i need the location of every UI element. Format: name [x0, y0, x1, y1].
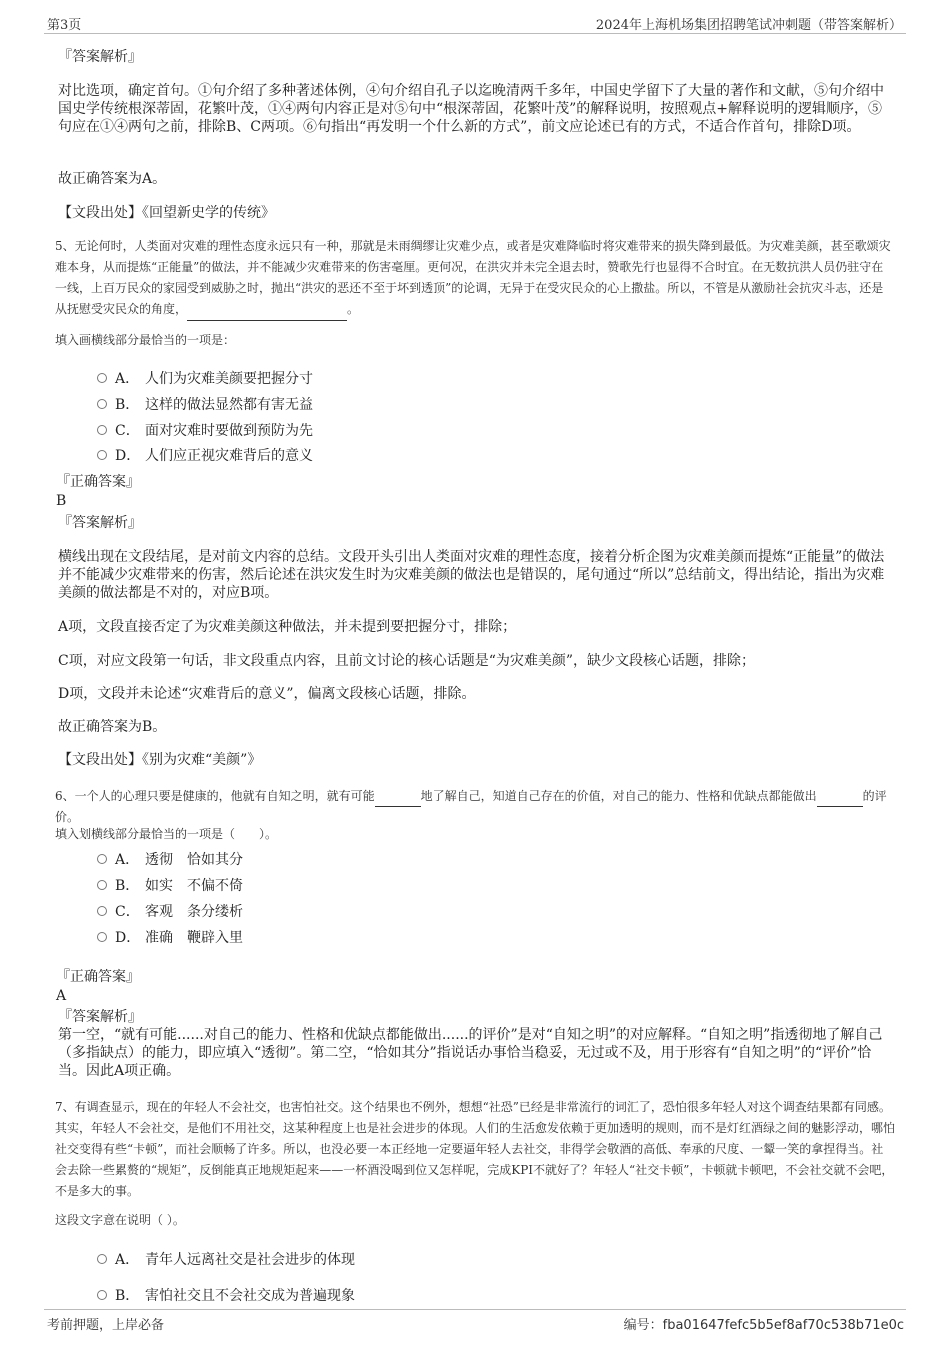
- q5-analysis-text: 横线出现在文段结尾，是对前文内容的总结。文段开头引出人类面对灾难的理性态度，接着分析企图为灾难美颜而提炼“正能量”的做法并不能减少灾难带来的伤害，然后论述在洪灾发生时为灾难美颜的做法也是错误的，尾句通过“所以”总结前文，得出结论，指出为灾难美颜的做法都是不对的，对应B项。: [58, 549, 885, 601]
- option-letter: C．: [115, 904, 140, 920]
- radio-icon[interactable]: [97, 450, 107, 460]
- option-letter: A．: [115, 1252, 140, 1268]
- radio-icon[interactable]: [97, 854, 107, 864]
- option-letter: C．: [115, 423, 140, 439]
- option-word-2: 条分缕析: [187, 904, 243, 920]
- q6-prompt: 填入划横线部分最恰当的一项是（ ）。: [55, 827, 278, 841]
- option-text: 面对灾难时要做到预防为先: [145, 423, 313, 439]
- q6-option-b[interactable]: [97, 875, 243, 895]
- q6-analysis-label: 『答案解析』: [58, 1009, 142, 1025]
- q5-answer: B: [56, 493, 67, 509]
- q5-analysis-c: C项，对应文段第一句话，非文段重点内容，且前文讨论的核心话题是“为灾难美颜”，缺少文段核心话题，排除；: [58, 653, 756, 669]
- option-word-2: 不偏不倚: [187, 878, 243, 894]
- q5-option-c[interactable]: [97, 420, 313, 440]
- q7-option-b[interactable]: [97, 1285, 355, 1305]
- q6-option-a[interactable]: [97, 849, 243, 869]
- option-letter: D．: [115, 930, 141, 946]
- footer-slogan: 考前押题，上岸必备: [47, 1318, 165, 1333]
- radio-icon[interactable]: [97, 906, 107, 916]
- radio-icon[interactable]: [97, 880, 107, 890]
- option-letter: A．: [115, 852, 140, 868]
- q6-answer: A: [56, 988, 67, 1004]
- q5-option-b[interactable]: [97, 394, 313, 414]
- option-word-1: 透彻: [145, 852, 173, 868]
- document-title: 2024年上海机场集团招聘笔试冲刺题（带答案解析）: [595, 18, 902, 33]
- q5-answer-label: 『正确答案』: [56, 474, 140, 490]
- option-word-1: 准确: [145, 930, 173, 946]
- q6-blank-2: [817, 786, 863, 807]
- option-letter: D．: [115, 448, 141, 464]
- q4-source: 【文段出处】《回望新史学的传统》: [58, 205, 275, 221]
- q6-stem-c: 的评价。: [55, 789, 887, 824]
- q6-analysis-text: 第一空，“就有可能......对自己的能力、性格和优缺点都能做出......的评价”是对“自知之明”的对应解释。“自知之明”指透彻地了解自己（多指缺点）的能力，即应填入“透彻”。第二空，“恰如其分”指说话办事恰当稳妥，无过或不及，用于形容有“自知之明”的“评价”恰当。因此A项正确。: [58, 1027, 883, 1079]
- q6-blank-1: [375, 786, 421, 807]
- option-word-1: 如实: [145, 878, 173, 894]
- q5-analysis-a: A项，文段直接否定了为灾难美颜这种做法，并未提到要把握分寸，排除；: [58, 619, 517, 635]
- header-divider: [44, 33, 906, 34]
- option-word-1: 客观: [145, 904, 173, 920]
- q5-stem-text: 5、无论何时，人类面对灾难的理性态度永远只有一种，那就是未雨绸缪让灾难少点，或者是灾难降临时将灾难带来的损失降到最低。为灾难美颜，甚至歌颂灾难本身，从而提炼“正能量”的做法，并不能减少灾难带来的伤害毫厘。更何况，在洪灾并未完全退去时，赞歌先行也显得不合时宜。在无数抗洪人员仍驻守在一线，上百万民众的家园受到威胁之时，抛出“洪灾的恶还不至于坏到透顶”的论调，无异于在受灾民众的心上撒盐。所以，不管是从激励社会抗灾斗志，还是从抚慰受灾民众的角度，: [55, 239, 891, 316]
- footer-code: [624, 1314, 904, 1333]
- q5-analysis-d: D项，文段并未论述“灾难背后的意义”，偏离文段核心话题，排除。: [58, 686, 476, 702]
- q5-option-a[interactable]: [97, 368, 313, 388]
- q5-blank: [187, 299, 347, 321]
- q6-option-d[interactable]: [97, 927, 243, 947]
- q5-prompt: 填入画横线部分最恰当的一项是：: [55, 333, 236, 347]
- radio-icon[interactable]: [97, 1254, 107, 1264]
- q6-answer-label: 『正确答案』: [56, 969, 140, 985]
- q5-stem-end: 。: [347, 302, 360, 316]
- option-letter: B．: [115, 397, 140, 413]
- page-number: 第3页: [47, 18, 82, 33]
- q7-stem: 7、有调查显示，现在的年轻人不会社交，也害怕社交。这个结果也不例外，想想“社恐”已经是非常流行的词汇了，恐怕很多年轻人对这个调查结果都有同感。其实，年轻人不会社交，是他们不用社交，这某种程度上也是社会进步的体现。人们的生活愈发依赖于更加透明的规则，而不是灯红酒绿之间的魅影浮动，哪怕社交变得有些“卡顿”，而社会顺畅了许多。所以，也没必要一本正经地一定要逼年轻人去社交，非得学会敬酒的高低、奉承的尺度、一颦一笑的拿捏得当。社会去除一些累赘的“规矩”，反倒能真正地规矩起来——一杯酒没喝到位又怎样呢，完成KPI不就好了？年轻人“社交卡顿”，卡顿就卡顿吧，不会社交就不会吧，不是多大的事。: [55, 1100, 896, 1198]
- option-letter: B．: [115, 878, 140, 894]
- option-letter: A．: [115, 371, 140, 387]
- q5-stem: [55, 236, 895, 321]
- option-text: 人们为灾难美颜要把握分寸: [145, 371, 313, 387]
- radio-icon[interactable]: [97, 373, 107, 383]
- q5-conclusion: 故正确答案为B。: [58, 719, 167, 735]
- footer-code-label: 编号：: [623, 1318, 663, 1333]
- q4-analysis-label: 『答案解析』: [58, 49, 142, 65]
- q6-option-c[interactable]: [97, 901, 243, 921]
- option-text: 害怕社交且不会社交成为普遍现象: [145, 1288, 355, 1304]
- q5-option-d[interactable]: [97, 445, 313, 465]
- q6-stem-b: 地了解自己，知道自己存在的价值，对自己的能力、性格和优缺点都能做出: [420, 789, 817, 803]
- q6-stem: [55, 786, 895, 827]
- footer-code-value: fba01647fefc5b5ef8af70c538b71e0c: [662, 1318, 904, 1333]
- radio-icon[interactable]: [97, 425, 107, 435]
- option-text: 青年人远离社交是社会进步的体现: [145, 1252, 355, 1268]
- q5-source: 【文段出处】《别为灾难“美颜”》: [58, 752, 262, 768]
- option-text: 人们应正视灾难背后的意义: [145, 448, 313, 464]
- q6-stem-a: 6、一个人的心理只要是健康的，他就有自知之明，就有可能: [55, 789, 375, 803]
- q5-analysis-label: 『答案解析』: [58, 515, 142, 531]
- q7-option-a[interactable]: [97, 1249, 355, 1269]
- radio-icon[interactable]: [97, 399, 107, 409]
- q7-prompt: 这段文字意在说明（ ）。: [55, 1213, 185, 1227]
- radio-icon[interactable]: [97, 1290, 107, 1300]
- footer-divider: [44, 1309, 906, 1310]
- q4-analysis-text: 对比选项，确定首句。①句介绍了多种著述体例，④句介绍自孔子以迄晚清两千多年，中国史学留下了大量的著作和文献，⑤句介绍中国史学传统根深蒂固，花繁叶茂，①④两句内容正是对⑤句中“根深蒂固，花繁叶茂”的解释说明，按照观点+解释说明的逻辑顺序，⑤句应在①④两句之前，排除B、C两项。⑥句指出“再发明一个什么新的方式”，前文应论述已有的方式，不适合作首句，排除D项。: [58, 83, 884, 135]
- option-word-2: 恰如其分: [187, 852, 243, 868]
- option-word-2: 鞭辟入里: [187, 930, 243, 946]
- radio-icon[interactable]: [97, 932, 107, 942]
- option-letter: B．: [115, 1288, 140, 1304]
- q4-conclusion: 故正确答案为A。: [58, 171, 167, 187]
- option-text: 这样的做法显然都有害无益: [145, 397, 313, 413]
